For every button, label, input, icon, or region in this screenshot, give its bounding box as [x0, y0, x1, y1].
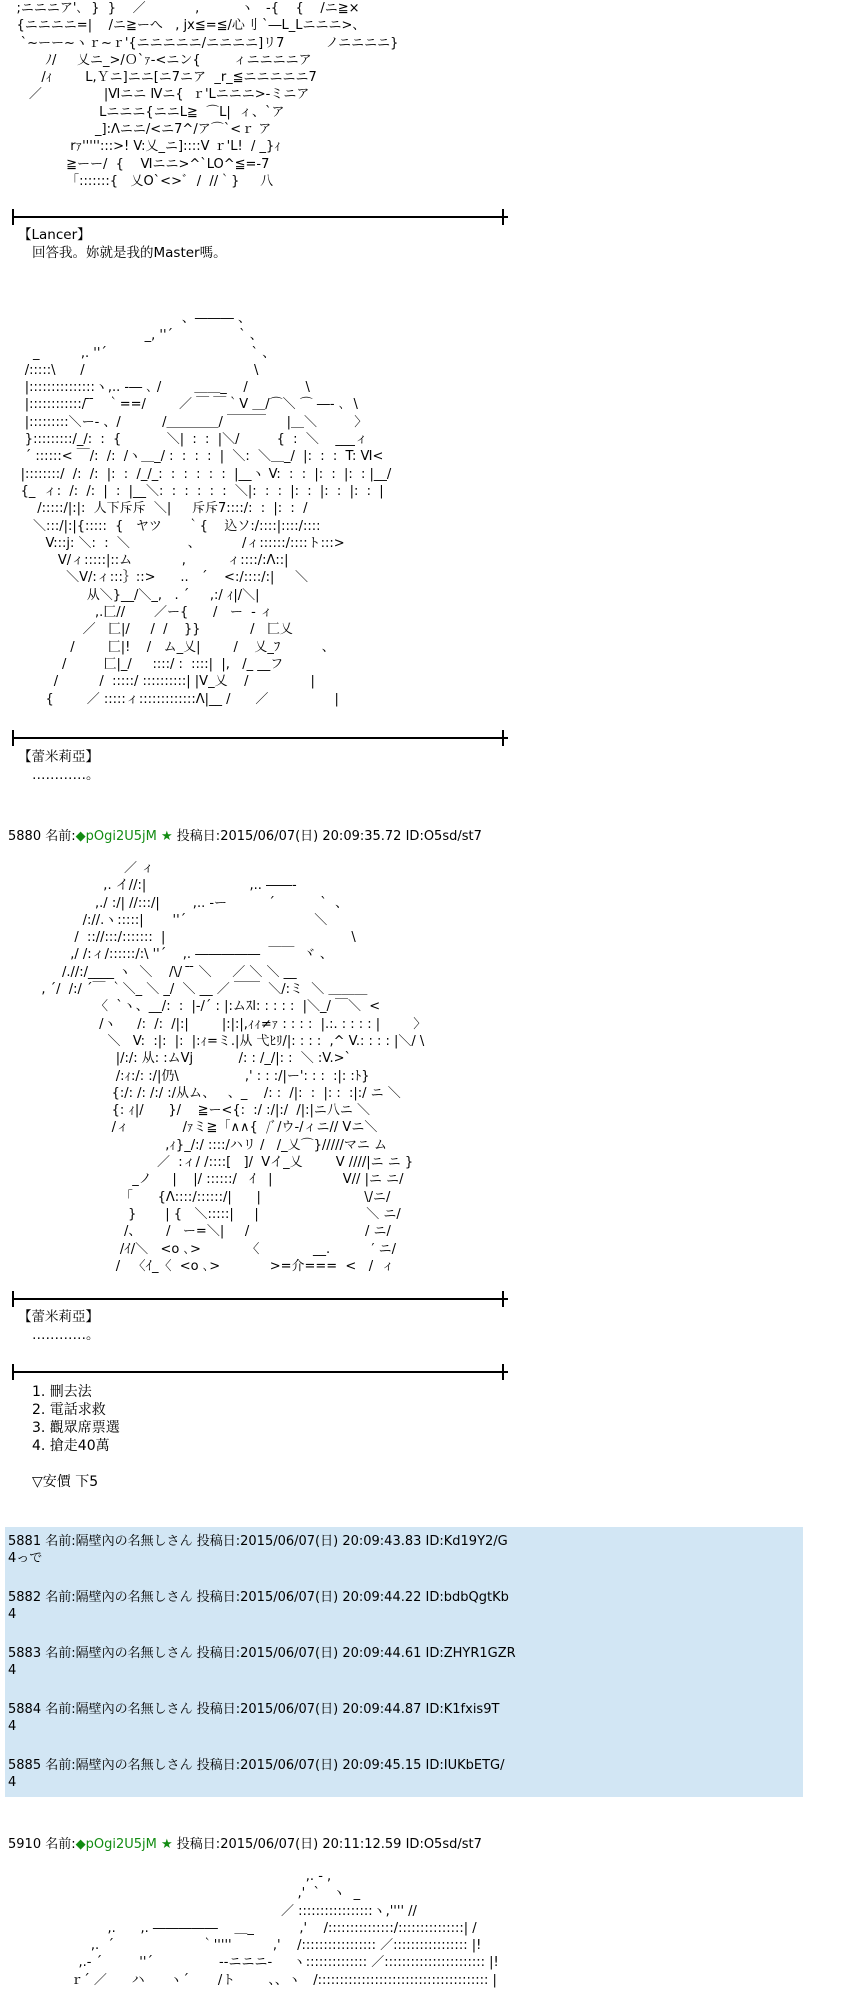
reply-number: 5882 — [8, 1590, 42, 1605]
ascii-art-remilia-1: 、――― 、 _, ''´ ` 、 _ ,. ''´ ` 、 /:::::\ / \ |:::::::::::::::ヽ,.. -― ､ / ＿＿_ / \ |::::::::::::/ ̄ ̄ ｀==/ ／ ￣ ￣｀V ＿/⌒＼ ⌒ ―- ､ \ |:::::::::＼ー- 、/ /＿＿＿＿/ ￣￣￣ |＿＼ 〉 }:::::::::/_/: : { ＼| : : |＼/ { : ＼ ___ィ ´ ::::::< ￣/: /: /ヽ＿_/ : : : : | ＼: ＼＿_/ |: : : T: Ⅵ< |::::::::/ /: /: |: : /_/_: : : : : : |__ヽ V: : : |: : |: : |__/ {_ ィ: /: /: | : |__＼: : : : : : ＼|: : : |: : |: : |: : | /:::::/|:|: 人下斥斥 ＼| 斥斥7::::/: : |: : / ＼:::/|:|{::::: { ヤツ ｀{ 込ソ:/::::|::::/:::: V:::j: ＼: : ＼ 、 /ィ::::::/::::ト:::> V/ィ:::::|::ム , ィ::::/:Λ::| ＼V/:ィ:::｝::> .. ´ <:/::::/:| ＼ 从＼}__/＼_, . ´ ,:/ ｨ|/＼| ,.匚// ／ー{ / ー ‐ ィ ／ 匚|/ / / }} / 匚乂 / 匚|! / ム_乂| / 乂_ﾌ 、 / 匚|_/ ::::/ : ::::| |, /_ __フ / / :::::/ ::::::::::| |V_乂 / | { ／ :::::ィ:::::::::::::Λ|__ / ／ | — [20, 311, 392, 707]
post-id: ID:O5sd/st7 — [405, 1837, 482, 1852]
post-date: 2015/06/07(日) 20:11:12.59 — [220, 1837, 402, 1852]
reply-body: 4 — [8, 1663, 17, 1678]
reply-body: 4っで — [8, 1551, 43, 1566]
vote-option: 4. 搶走40萬 — [32, 1438, 110, 1454]
star-icon: ★ — [161, 1837, 173, 1852]
reply-body: 4 — [8, 1775, 17, 1790]
ascii-art-tail: ,. ‐ , ,' ` ヽ _ ／ :::::::::::::::::ヽ,'''' // ,. ,. ――――― ＿_ ,' /:::::::::::::::/:::::::::::::::| / ,. ´ ｀''''' ,' /::::::::::::::::: ／::::::::::::::::: |! ,.- ´ ''´ ‐-ニニニ- ヽ:::::::::::::: ／::::::::::::::::::::::: |! ｒ´ ／ ハ ヽ´ /ト 、、ヽ /::::::::::::::::::::::::::::::::::::::: | — [70, 1869, 499, 1988]
speaker-name: 【蕾米莉亞】 — [18, 749, 99, 765]
replies-block — [5, 1527, 803, 1797]
reply-number: 5881 — [8, 1534, 42, 1549]
reply — [8, 1589, 509, 1623]
divider — [12, 737, 508, 739]
reply — [8, 1701, 499, 1735]
dialogue-line: …………。 — [32, 767, 100, 783]
reply-header: 名前:隔壁內の名無しさん 投稿日:2015/06/07(日) 20:09:45.15 ID:IUKbETG/ — [45, 1758, 505, 1773]
reply-body: 4 — [8, 1719, 17, 1734]
vote-options — [32, 1383, 120, 1491]
post-trip: ◆pOgi2U5jM — [75, 829, 157, 844]
post-trip: ◆pOgi2U5jM — [75, 1837, 157, 1852]
post-header — [8, 825, 482, 844]
reply — [8, 1533, 508, 1567]
reply-number: 5885 — [8, 1758, 42, 1773]
vote-option: 1. 刪去法 — [32, 1384, 92, 1400]
post-name-label: 名前: — [45, 829, 76, 844]
dialogue-line: …………。 — [32, 1327, 100, 1343]
reply — [8, 1645, 516, 1679]
vote-option: 2. 電話求救 — [32, 1402, 106, 1418]
divider — [12, 216, 508, 218]
reply-number: 5883 — [8, 1646, 42, 1661]
narration-remilia-2 — [18, 1308, 100, 1344]
reply-header: 名前:隔壁內の名無しさん 投稿日:2015/06/07(日) 20:09:44.22 ID:bdbQgtKb — [45, 1590, 509, 1605]
post-date-label: 投稿日: — [176, 1837, 221, 1852]
vote-option: 3. 觀眾席票選 — [32, 1420, 120, 1436]
post-name-label: 名前: — [45, 1837, 76, 1852]
post-date: 2015/06/07(日) 20:09:35.72 — [220, 829, 402, 844]
dialogue-line: 回答我。妳就是我的Master嗎。 — [32, 245, 227, 261]
narration-lancer — [18, 226, 227, 262]
reply-header: 名前:隔壁內の名無しさん 投稿日:2015/06/07(日) 20:09:44.61 ID:ZHYR1GZR — [45, 1646, 516, 1661]
reply-number: 5884 — [8, 1702, 42, 1717]
speaker-name: 【蕾米莉亞】 — [18, 1309, 99, 1325]
post-id: ID:O5sd/st7 — [405, 829, 482, 844]
narration-remilia-1 — [18, 748, 100, 784]
divider — [12, 1371, 508, 1373]
ascii-art-lancer: ;ニニニア'､ } } ／ , ヽ -{ { /ニ≧× {ニニニニ=| /ニ≧ーへ , jx≦=≦/心刂 ˋ―L_Lニニニ>、 ˋ~ーー~ヽｒ~ｒ'{ニニニニニ/ニニニニ]リ7 ノニニニニ} ﾉ/ 乂ニ_>/Ｏ`ｧ-<ニン{ ィニニニニア /ｨ L,Ｙニ]ニニ[ニ7ニア _r_≦ニニニニニ7 ／ |Ⅵニニ Ⅳニ{ ｒ'Lニニニ>-ミニア Lニニニ{ニニL≧ ⌒L| ィ、`ア _]:Λニニ/<ニ7^/ア⌒`<ｒ ア rｧ''''':::>! V:乂_ニ]::::V ｒ'L! / _}ｨ ≧ーー/ { Ⅵニニ>^`LO^≦=-7 「:::::::{ 乂O`<>ﾞ / //｀} 八 — [16, 1, 399, 189]
reply — [8, 1757, 504, 1791]
divider — [12, 1298, 508, 1300]
star-icon: ★ — [161, 829, 173, 844]
ascii-art-remilia-2: ／ ィ ,. イ//:| ,.. ――- ,./ :/| //:::/| ,.. -ー ´ ` 、 /://.ヽ:::::| ''´ ＼ / :://:::/::::::: | \ ,/ /:ィ/::::::/:\ ''´ ,. ――――― ￣￣ ヾ 、 /.//:/____ ヽ ＼ /\/ ̄ ̄ ＼ ／ ＼ ＼ __ , ´/ /:/ ´￣ ｀＼_ ＼ _/ ＼ __ ／ ￣￣ ＼/:ミ ＼ ＿＿＿ 〈 `ヽ、__/: : |-/´ : |:ムｽl: : : : : |＼_/ ￣＼ < /ヽ /: /: /|:| |:|:|,ｨｨ≠ｧ : : : : |.:. : : : : | 〉 ＼ V: :|: |: |:ｨ=ミ.|从 弋ﾋﾘ/|: : : : ,^ V.: : : : |＼/ \ |/:/: 从: :ムVj /: : /_/|: : ＼ :V.>` /:ｨ:/: :/|仍\ ,' : : :/|ー': : : :|: :ﾄ} {:/: /: /:/ :/从ム、 、_ /: : /|: : |: : :|:/ ニ ＼ {: ｨ|/ }/ ≧ー<{: :/ :/|:/ /|:|ニ八ニ ＼ /ィ /ｧミ≧「∧∧{ /ﾞ/ウ-/ィニ// Vニ＼ ,ｨ}_/:/ ::::/ハリ / /_乂⌒}/////マニ ム ／ :ィ/ /::::[ ]/ Vイ_乂 V ////|ニ ニ } _ノ | |/ ::::::/ ｲ | V// |ニ ニ/ 「 {Λ::::/::::::/| | \/ニ/ } | { ＼:::::| | ＼ ニ/ /、 / ー=＼| / / ニ/ /ｲ/＼ <o ､> 〈 __. ′ ニ/ / 〈ｲ_〈 <o ､> >=介=== < / ィ — [41, 861, 427, 1274]
post-number: 5910 — [8, 1837, 42, 1852]
post-header — [8, 1833, 482, 1852]
reply-header: 名前:隔壁內の名無しさん 投稿日:2015/06/07(日) 20:09:43.83 ID:Kd19Y2/G — [45, 1534, 508, 1549]
speaker-name: 【Lancer】 — [18, 227, 91, 243]
reply-header: 名前:隔壁內の名無しさん 投稿日:2015/06/07(日) 20:09:44.87 ID:K1fxis9T — [45, 1702, 500, 1717]
post-date-label: 投稿日: — [176, 829, 221, 844]
post-number: 5880 — [8, 829, 42, 844]
reply-body: 4 — [8, 1607, 17, 1622]
vote-instruction: ▽安價 下5 — [32, 1474, 99, 1490]
